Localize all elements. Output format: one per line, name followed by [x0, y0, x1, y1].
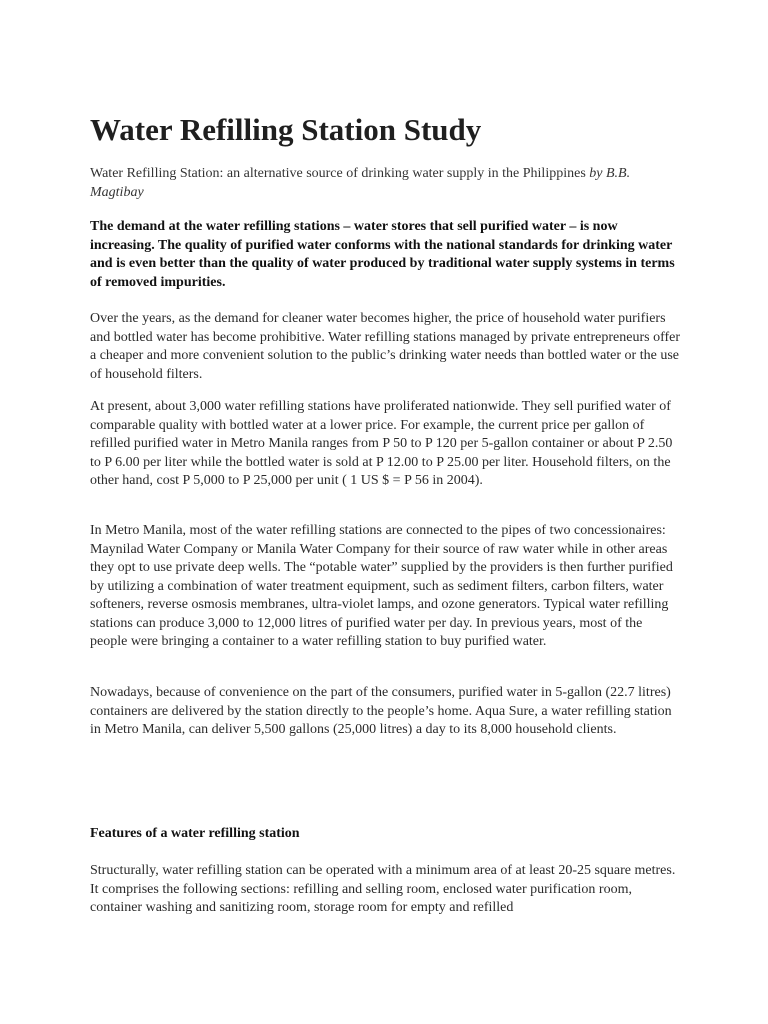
body-paragraph: At present, about 3,000 water refilling stations have proliferated nationwide. They sell purified water of comparable quality with bottled water at a lower price. For example, the current price per gallon of refilled purified water in Metro Manila ranges from P 50 to P 120 per 5-gallon container or about P 2.50 to P 6.00 per liter while the bottled water is sold at P 12.00 to P 25.00 per liter. Household filters, on the other hand, cost P 5,000 to P 25,000 per unit ( 1 US $ = P 56 in 2004).	[90, 399, 673, 488]
section-heading: Features of a water refilling station	[90, 826, 300, 841]
byline-text: Water Refilling Station: an alternative source of drinking water supply in the Philippines	[90, 166, 590, 181]
document-title: Water Refilling Station Study	[90, 112, 482, 147]
document-byline	[90, 165, 645, 202]
body-paragraph: Over the years, as the demand for cleaner water becomes higher, the price of household water purifiers and bottled water has become prohibitive. Water refilling stations managed by private entrepreneurs offer a cheaper and more convenient solution to the public’s drinking water needs than bottled water or the use of household filters.	[90, 311, 681, 382]
lead-paragraph: The demand at the water refilling stations – water stores that sell purified water – is now increasing. The quality of purified water conforms with the national standards for drinking water and is even better than the quality of water produced by traditional water supply systems in terms of removed impurities.	[90, 219, 675, 290]
body-paragraph: Nowadays, because of convenience on the part of the consumers, purified water in 5-gallon (22.7 litres) containers are delivered by the station directly to the people’s home. Aqua Sure, a water refilling station in Metro Manila, can deliver 5,500 gallons (25,000 litres) a day to its 8,000 household clients.	[90, 685, 672, 737]
byline-author: by B.B. Magtibay	[90, 166, 631, 200]
section-paragraph: Structurally, water refilling station can be operated with a minimum area of at least 20-25 square metres. It comprises the following sections: refilling and selling room, enclosed water purification room, container washing and sanitizing room, storage room for empty and refilled	[90, 863, 676, 915]
body-paragraph: In Metro Manila, most of the water refilling stations are connected to the pipes of two concessionaires: Maynilad Water Company or Manila Water Company for their source of raw water while in other areas they opt to use private deep wells. The “potable water” supplied by the providers is then further purified by utilizing a combination of water treatment equipment, such as sediment filters, carbon filters, water softeners, reverse osmosis membranes, ultra-violet lamps, and ozone generators. Typical water refilling stations can produce 3,000 to 12,000 litres of purified water per day. In previous years, most of the people were bringing a container to a water refilling station to buy purified water.	[90, 523, 673, 649]
